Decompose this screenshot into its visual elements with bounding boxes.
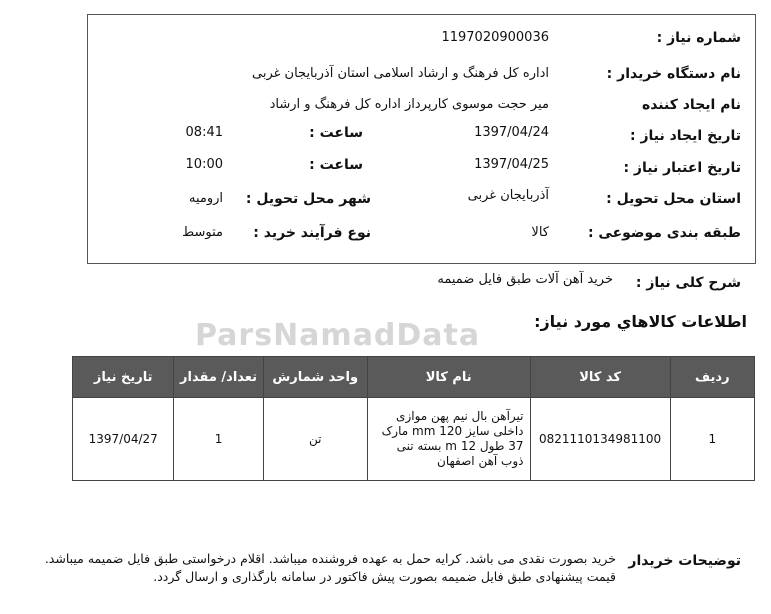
created-date-label: تاریخ ایجاد نیاز : <box>629 128 741 144</box>
items-section-title: اطلاعات کالاهاي مورد نياز: <box>534 312 747 331</box>
col-header-name: نام کالا <box>367 357 530 398</box>
buyer-org-value: اداره کل فرهنگ و ارشاد اسلامی استان آذربایجان غربی <box>251 66 549 81</box>
category-value: کالا <box>531 225 549 240</box>
summary-value: خرید آهن آلات طبق فایل ضمیمه <box>437 272 613 287</box>
cell-code: 0821110134981100 <box>530 398 670 481</box>
col-header-code: کد کالا <box>530 357 670 398</box>
cell-date: 1397/04/27 <box>73 398 174 481</box>
cell-unit: تن <box>263 398 367 481</box>
buyer-notes-text: خرید بصورت نقدی می باشد. کرایه حمل به عهده فروشنده میباشد. اقلام درخواستی طبق فایل ضمیمه میباشد. قیمت پیشنهادی طبق فایل ضمیمه بصورت پیش فاکتور در سامانه بارگذاری و ارسال گردد. <box>44 551 616 584</box>
created-time-label: ساعت : <box>309 125 363 141</box>
process-label: نوع فرآیند خرید : <box>253 225 371 241</box>
province-value: آذربایجان غربی <box>467 188 549 203</box>
city-value: ارومیه <box>188 191 223 206</box>
creator-label: نام ایجاد کننده <box>641 97 741 113</box>
valid-date-label: تاریخ اعتبار نیاز : <box>623 160 741 176</box>
cell-name: تیرآهن بال نیم پهن موازی داخلی سایز 120 mm مارک 37 طول 12 m بسته تنی ذوب آهن اصفهان <box>367 398 530 481</box>
created-time-value: 08:41 <box>185 125 223 140</box>
valid-date-value: 1397/04/25 <box>474 157 549 172</box>
buyer-notes-label: توضیحات خریدار <box>628 553 741 569</box>
cell-row-number: 1 <box>670 398 754 481</box>
buyer-org-label: نام دستگاه خریدار : <box>606 66 741 82</box>
created-date-value: 1397/04/24 <box>474 125 549 140</box>
col-header-qty: تعداد/ مقدار <box>174 357 263 398</box>
col-header-date: تاریخ نیاز <box>73 357 174 398</box>
city-label: شهر محل تحویل : <box>245 191 371 207</box>
col-header-unit: واحد شمارش <box>263 357 367 398</box>
valid-time-value: 10:00 <box>185 157 223 172</box>
creator-value: میر حجت موسوی کارپرداز اداره کل فرهنگ و ارشاد <box>269 97 549 112</box>
table-header-row <box>73 357 755 398</box>
need-number-label: شماره نیاز : <box>656 30 741 46</box>
col-header-row-number: ردیف <box>670 357 754 398</box>
table-row <box>73 398 755 481</box>
watermark: ParsNamadData <box>195 318 481 353</box>
category-label: طبقه بندی موضوعی : <box>587 225 741 241</box>
process-value: متوسط <box>182 225 223 240</box>
cell-qty: 1 <box>174 398 263 481</box>
province-label: استان محل تحویل : <box>606 191 741 207</box>
items-table <box>72 356 755 481</box>
need-number-value: 1197020900036 <box>441 30 549 45</box>
summary-label: شرح کلی نیاز : <box>635 275 741 291</box>
valid-time-label: ساعت : <box>309 157 363 173</box>
